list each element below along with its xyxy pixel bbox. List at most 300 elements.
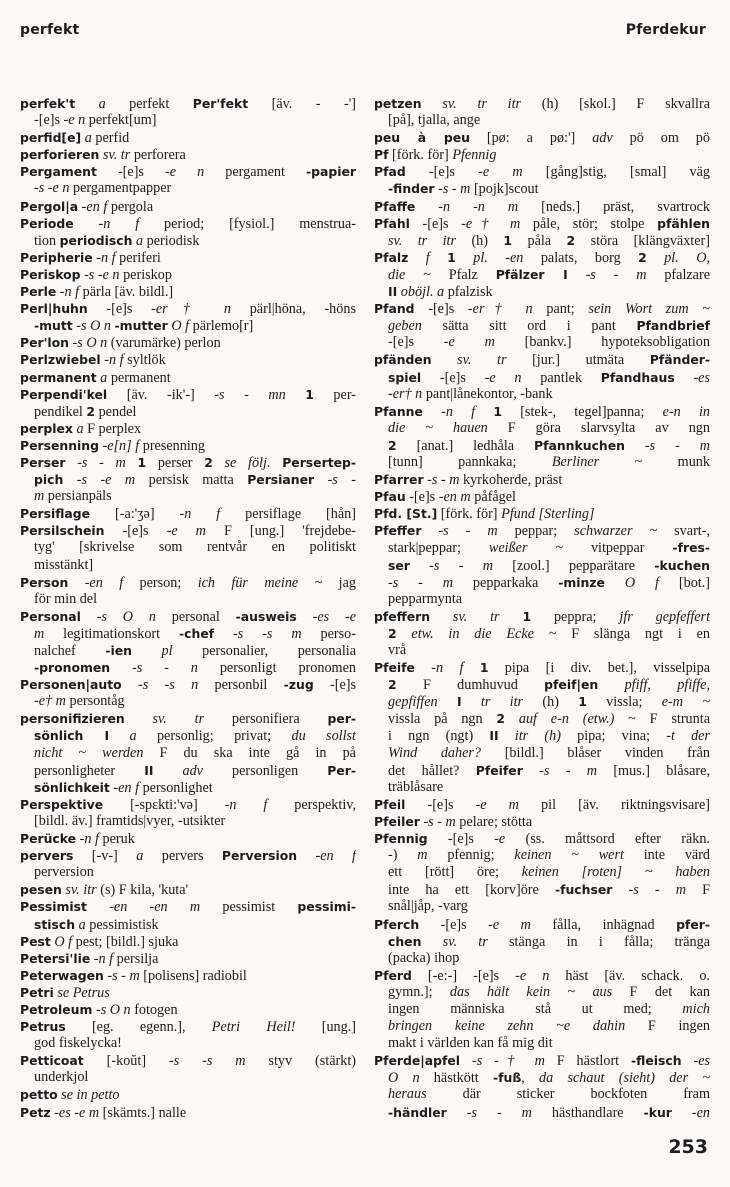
- grammar-note: -s -s m: [168, 1053, 246, 1070]
- right-column: [374, 95, 710, 1121]
- headword: Pferch: [374, 916, 420, 932]
- grammar-note: auf e-n (etw.): [518, 711, 615, 728]
- entry-line: vrå: [388, 642, 407, 658]
- entry-line: nicht ~ werden F du ska inte gå in på: [34, 744, 356, 761]
- headword: Petz: [20, 1104, 51, 1120]
- grammar-note: m: [34, 625, 45, 642]
- headword: Perspektive: [20, 796, 104, 812]
- entry-line: Pest O f pest; [bildl.] sjuka: [20, 933, 179, 950]
- entry-line: pfänden sv. tr [jur.] utmäta Pfänder-: [374, 352, 710, 369]
- grammar-note: -s O n: [96, 608, 156, 625]
- grammar-note: sv. tr: [452, 608, 500, 625]
- entry-line: perfid[e] a perfid: [20, 130, 130, 147]
- headword: Pfalz: [374, 249, 409, 265]
- entry-line: vissla på ngn 2 auf e-n (etw.) ~ F strunta: [388, 711, 710, 728]
- entry-line: die ~ hauen F göra slarvsylta av ngn: [388, 419, 710, 436]
- grammar-note: -n f: [441, 403, 476, 420]
- entry-line: Pfarrer -s - m kyrkoherde, präst: [374, 472, 563, 489]
- entry-line: för min del: [34, 590, 98, 607]
- entry-line: -s -e n pergamentpapper: [34, 180, 172, 197]
- entry-line: Petticoat [-koŭt] -s -s m styv (stärkt): [20, 1053, 356, 1070]
- grammar-note: die ~: [388, 266, 431, 283]
- headword: 1: [522, 608, 532, 624]
- headword: 1: [479, 660, 489, 676]
- grammar-note: -n f: [93, 950, 114, 967]
- entry-line: [på], tjalla, ange: [388, 112, 481, 129]
- entry-line: perversion: [34, 864, 94, 881]
- headword: Pf: [374, 147, 389, 163]
- headword: Personal: [20, 608, 81, 624]
- headword: -mutt: [34, 318, 73, 334]
- headword: I: [456, 694, 462, 710]
- headword: sönlichkeit: [34, 779, 110, 795]
- entry-line: 2 F dumhuvud pfeif|en pfiff, pfiffe,: [388, 677, 710, 694]
- grammar-note: sv. tr itr: [442, 96, 522, 112]
- grammar-note: mich: [682, 1000, 710, 1017]
- grammar-note: -s - m: [77, 454, 126, 471]
- headword: Perlzwiebel: [20, 352, 101, 368]
- grammar-note: e-n in: [662, 403, 710, 420]
- grammar-note: die ~ hauen: [388, 419, 488, 436]
- grammar-note: -n f: [104, 352, 124, 369]
- entry-line: Pfd. [St.] [förk. för] Pfund [Sterling]: [374, 506, 595, 523]
- headword: 1: [447, 249, 456, 265]
- entry-line: stisch a pessimistisk: [34, 916, 159, 933]
- grammar-note: Pfund [Sterling]: [501, 506, 595, 523]
- grammar-note: adv: [182, 762, 203, 779]
- headword: 2: [638, 249, 647, 265]
- entry-line: -e† m persontåg: [34, 693, 125, 710]
- headword: Pfeffer: [374, 523, 422, 539]
- headword: Pessimist: [20, 899, 87, 915]
- entry-line: inte ha ett [korv]öre -fuchser -s - m F: [388, 882, 710, 899]
- headword: Pfeifer: [475, 762, 523, 778]
- entry-line: Persenning -e[n] f presenning: [20, 437, 205, 454]
- grammar-note: pfiff, pfiffe,: [624, 677, 710, 694]
- grammar-note: -e† m: [461, 215, 521, 232]
- headword: Pfeiler: [374, 813, 420, 829]
- grammar-note: -en f: [113, 779, 140, 796]
- grammar-note: -s -e n: [84, 266, 120, 283]
- headword: personifizieren: [20, 711, 125, 727]
- grammar-note: -e[n] f: [102, 437, 140, 454]
- entry-line: pervers [-v-] a pervers Perversion -en f: [20, 848, 356, 865]
- entry-line: Pfeiler -s - m pelare; stötta: [374, 813, 533, 830]
- entry-line: (packa) ihop: [388, 949, 460, 966]
- headword: pessimi-: [297, 899, 356, 915]
- entry-line: god fiskelycka!: [34, 1035, 122, 1052]
- headword: Pferd: [374, 967, 412, 983]
- headword: Pfannkuchen: [534, 437, 625, 453]
- entry-line: -[e]s -e n perfekt[um]: [34, 112, 157, 129]
- headword: Pfarrer: [374, 472, 424, 488]
- entry-line: Peripherie -n f periferi: [20, 249, 161, 266]
- headword: Persenning: [20, 437, 99, 453]
- entry-line: i ngn (ngt) II itr (h) pipa; vina; -t der: [388, 728, 710, 745]
- grammar-note: Petri Heil!: [211, 1019, 296, 1036]
- entry-line: Pfand -[e]s -er† n pant; sein Wort zum ~: [374, 301, 710, 318]
- entry-line: Pfalz f 1 pl. -en palats, borg 2 pl. O,: [374, 249, 710, 266]
- grammar-note: -s - mn: [214, 386, 286, 403]
- entry-line: peu à peu [pø: a pø:'] adv pö om pö: [374, 130, 710, 147]
- grammar-note: -es -e: [312, 608, 356, 625]
- grammar-note: Pfennig: [452, 147, 497, 164]
- grammar-note: -s - m: [429, 557, 493, 574]
- grammar-note: -n f: [96, 249, 116, 266]
- grammar-note: -es: [693, 369, 710, 386]
- headword: perfek't: [20, 96, 76, 111]
- entry-line: perplex a F perplex: [20, 420, 142, 437]
- headword: -zug: [283, 677, 314, 693]
- grammar-note: sv. tr: [152, 711, 205, 728]
- headword: Periskop: [20, 266, 81, 282]
- grammar-note: e-m ~: [661, 694, 710, 711]
- grammar-note: -s -† m: [471, 1053, 545, 1070]
- entry-line: Petz -es -e m [skämts.] nalle: [20, 1104, 187, 1121]
- grammar-note: das hält kein ~ aus: [449, 983, 613, 1000]
- entry-line: 2 etw. in die Ecke ~ F slänga ngt i en: [388, 625, 710, 642]
- headword: Pfaffe: [374, 198, 416, 214]
- headword: 2: [388, 677, 397, 693]
- entry-line: tion periodisch a periodisk: [34, 232, 200, 249]
- entry-line: geben sätta sitt ord i pant Pfandbrief: [388, 318, 710, 335]
- headword: Pfeife: [374, 660, 415, 676]
- headword: Peripherie: [20, 249, 93, 265]
- headword: Pest: [20, 933, 51, 949]
- entry-line: ingen människa stå ut med; mich: [388, 1000, 710, 1017]
- entry-line: Persilschein -[e]s -e m F [ung.] 'frejdebe-: [20, 523, 356, 540]
- headword: Petersi'lie: [20, 950, 91, 966]
- headword: 2: [388, 437, 397, 453]
- headword: perfid[e]: [20, 130, 82, 146]
- entry-line: perfek't a perfekt Per'fekt [äv. - -']: [20, 96, 356, 112]
- grammar-note: -er† n: [388, 385, 423, 402]
- headword: Perpendi'kel: [20, 386, 108, 402]
- grammar-note: a: [98, 96, 106, 112]
- entry-line: Pfeffer -s - m peppar; schwarzer ~ svart-,: [374, 523, 710, 540]
- entry-line: Pferch -[e]s -e m fålla, inhägnad pfer-: [374, 916, 710, 933]
- entry-line: pich -s -e m persisk matta Persianer -s -: [34, 472, 356, 489]
- entry-line: Personal -s O n personal -ausweis -es -e: [20, 608, 356, 625]
- headword: pervers: [20, 848, 74, 864]
- headword: -finder: [388, 181, 435, 197]
- grammar-note: m: [417, 847, 428, 864]
- grammar-note: -en: [691, 1104, 710, 1121]
- headword: -kuchen: [654, 557, 710, 573]
- entry-line: spiel -[e]s -e n pantlek Pfandhaus -es: [388, 369, 710, 386]
- headword: Pergol|a: [20, 198, 79, 214]
- headword: Per'fekt: [192, 96, 249, 111]
- grammar-note: keinen ~ wert: [514, 847, 624, 864]
- entry-line: tyg' [skrivelse som rentvår en politiskt: [34, 539, 356, 556]
- grammar-note: -s -s m: [233, 625, 302, 642]
- grammar-note: -s - m: [388, 574, 454, 591]
- entry-line: gepfiffen I tr itr (h) 1 vissla; e-m ~: [388, 694, 710, 711]
- headword: II: [489, 728, 499, 744]
- headword: Periode: [20, 215, 74, 231]
- entry-line: Perpendi'kel [äv. -ik'-] -s - mn 1 per-: [20, 386, 356, 403]
- grammar-note: -en -en m: [109, 899, 201, 916]
- headword: -fuchser: [554, 882, 613, 898]
- headword: pfer-: [676, 916, 710, 932]
- entry-line: personligheter II adv personligen Per-: [34, 762, 356, 779]
- grammar-note: -s - m: [644, 437, 710, 454]
- headword: Pfeil: [374, 796, 406, 812]
- grammar-note: a: [129, 728, 137, 745]
- headword: Pergament: [20, 164, 97, 180]
- entry-line: träblåsare: [388, 778, 444, 795]
- headword: Perser: [20, 454, 66, 470]
- grammar-note: pl: [161, 643, 173, 659]
- headword: Petrus: [20, 1019, 66, 1035]
- headword: 2: [496, 711, 506, 727]
- headword: Perle: [20, 284, 57, 300]
- grammar-note: -n f: [79, 831, 99, 848]
- entry-line: Perücke -n f peruk: [20, 831, 135, 848]
- entry-line: Persiflage [-a:'ʒə] -n f persiflage [hån]: [20, 506, 356, 523]
- grammar-note: sv. tr itr: [388, 232, 457, 249]
- grammar-note: a: [100, 369, 108, 386]
- grammar-note: -s - m: [585, 266, 647, 283]
- entry-line: permanent a permanent: [20, 369, 171, 386]
- entry-line: -s - m pepparkaka -minze O f [bot.]: [388, 574, 710, 591]
- grammar-note: m: [34, 488, 45, 505]
- headword: -kur: [643, 1104, 672, 1120]
- entry-line: Pergament -[e]s -e n pergament -papier: [20, 164, 356, 181]
- grammar-note: -s -s n: [138, 677, 199, 694]
- headword: perplex: [20, 420, 73, 436]
- entry-line: ett [rött] öre; keinen [roten] ~ haben: [388, 864, 710, 881]
- grammar-note: a: [135, 232, 144, 249]
- entry-line: sönlichkeit -en f personlighet: [34, 779, 213, 796]
- headword: Petri: [20, 984, 54, 1000]
- headword: -fuß: [492, 1070, 522, 1086]
- entry-line: Perl|huhn -[e]s -er† n pärl|höna, -höns: [20, 301, 356, 318]
- grammar-note: bringen keine zehn ~e dahin: [388, 1018, 626, 1035]
- grammar-note: du sollst: [291, 728, 356, 745]
- grammar-note: -n -n m: [438, 198, 519, 215]
- grammar-note: sv. itr: [65, 882, 97, 899]
- grammar-note: -e n: [165, 164, 205, 181]
- entry-line: Periskop -s -e n periskop: [20, 266, 172, 283]
- grammar-note: pl. -en: [473, 249, 524, 266]
- grammar-note: f: [425, 249, 430, 266]
- grammar-note: -t der: [666, 728, 710, 745]
- grammar-note: -s -e n: [34, 180, 70, 197]
- entry-line: pepparmynta: [388, 590, 463, 607]
- running-head-right: Pferdekur: [625, 22, 706, 38]
- headword: Persertep-: [282, 454, 356, 470]
- grammar-note: -er† n: [467, 301, 533, 318]
- headword: Per-: [327, 762, 356, 778]
- entry-line: Petrus [eg. egenn.], Petri Heil! [ung.]: [20, 1019, 356, 1036]
- grammar-note: -e† m: [34, 693, 66, 710]
- grammar-note: -e n: [484, 369, 522, 386]
- headword: pfeffern: [374, 608, 431, 624]
- entry-line: m legitimationskort -chef -s -s m perso-: [34, 625, 356, 642]
- entry-line: Periode -n f period; [fysiol.] menstrua-: [20, 215, 356, 232]
- headword: Pfahl: [374, 215, 410, 231]
- entry-line: chen sv. tr stänga in i fålla; tränga: [388, 933, 710, 950]
- entry-line: -mutt -s O n -mutter O f pärlemo[r]: [34, 318, 254, 335]
- entry-line: [20, 1086, 356, 1103]
- entry-line: gymn.]; das hält kein ~ aus F det kan: [388, 983, 710, 1000]
- headword: 1: [137, 454, 147, 470]
- headword: chen: [388, 933, 422, 949]
- entry-line: det hållet? Pfeifer -s - m [mus.] blåsare,: [388, 762, 710, 779]
- running-head-left: perfekt: [20, 22, 80, 38]
- headword: 1: [305, 386, 314, 402]
- headword: Perücke: [20, 831, 77, 847]
- headword: peu à peu: [374, 130, 470, 146]
- headword: 1: [578, 694, 587, 710]
- grammar-note: -e m: [475, 796, 519, 813]
- headword: pesen: [20, 882, 62, 898]
- headword: Pferde|apfel: [374, 1053, 461, 1069]
- grammar-note: oböjl. a: [400, 284, 445, 301]
- grammar-note: -n f: [59, 284, 80, 301]
- grammar-note: -es -e m: [54, 1104, 100, 1121]
- entry-line: stark|peppar; weißer ~ vitpeppar -fres-: [388, 540, 710, 557]
- grammar-note: nicht ~ werden: [34, 744, 144, 761]
- headword: Pfandbrief: [636, 318, 710, 334]
- grammar-note: geben: [388, 318, 422, 335]
- grammar-note: O f: [54, 933, 73, 950]
- headword: ser: [388, 557, 410, 573]
- grammar-note: Wind daher?: [388, 744, 482, 761]
- entry-line: -) m pfennig; keinen ~ wert inte värd: [388, 847, 710, 864]
- entry-line: Personen|auto -s -s n personbil -zug -[e]s: [20, 677, 356, 694]
- entry-line: O n hästkött -fuß, da schaut (sieht) der ~: [388, 1070, 710, 1087]
- grammar-note: -s - m: [438, 523, 498, 540]
- grammar-note: sein Wort zum ~: [588, 301, 710, 318]
- grammar-note: -n f: [224, 796, 268, 813]
- grammar-note: -e n: [63, 112, 86, 129]
- grammar-note: pl. O,: [664, 249, 710, 266]
- grammar-note: -en f: [84, 574, 124, 591]
- headword: stisch: [34, 916, 76, 932]
- grammar-note: tr itr: [480, 694, 524, 711]
- entry-line: -händler -s - m hästhandlare -kur -en: [388, 1104, 710, 1121]
- headword: Persianer: [247, 472, 315, 488]
- grammar-note: se in petto: [61, 1087, 120, 1104]
- grammar-note: adv: [592, 130, 613, 147]
- headword: Petticoat: [20, 1053, 84, 1069]
- headword: per-: [327, 711, 356, 727]
- grammar-note: se Petrus: [57, 984, 110, 1001]
- headword: -papier: [305, 164, 356, 180]
- grammar-note: jfr gepfeffert: [619, 608, 710, 625]
- grammar-note: -s O n: [95, 1001, 131, 1018]
- headword: Pfd. [St.]: [374, 506, 438, 522]
- grammar-note: -n f: [98, 215, 140, 232]
- grammar-note: -s - n: [132, 660, 198, 677]
- grammar-note: keinen [roten] ~ haben: [521, 864, 710, 881]
- grammar-note: -s O n: [72, 335, 108, 352]
- headword: -ausweis: [235, 608, 297, 624]
- headword: 2: [388, 625, 397, 641]
- entry-line: heraus där sticker bockfoten fram: [388, 1086, 710, 1103]
- entry-line: Pferde|apfel -s -† m F hästlort -fleisch -es: [374, 1053, 710, 1070]
- grammar-note: sv. tr: [442, 933, 488, 950]
- grammar-note: -s - m: [628, 882, 686, 899]
- headword: 1: [493, 403, 502, 419]
- grammar-note: heraus: [388, 1086, 427, 1103]
- grammar-note: schwarzer ~: [574, 523, 658, 540]
- entry-line: Wind daher? [bildl.] blåser vinden från: [388, 744, 710, 761]
- headword: pfänden: [374, 352, 432, 368]
- entry-line: Perser -s - m 1 perser 2 se följ. Persertep-: [20, 454, 356, 471]
- entry-line: pendikel 2 pendel: [34, 403, 137, 420]
- grammar-note: -s - m: [466, 1104, 532, 1121]
- entry-line: Perlzwiebel -n f syltlök: [20, 352, 166, 369]
- entry-line: snål|jåp, -varg: [388, 898, 468, 915]
- entry-line: Perspektive [-spɛkti:'və] -n f perspektiv,: [20, 796, 356, 813]
- entry-line: ser -s - m [zool.] pepparätare -kuchen: [388, 557, 710, 574]
- headword: Pfennig: [374, 831, 428, 847]
- entry-line: nalchef -ien pl personalier, personalia: [34, 643, 356, 659]
- entry-line: Peterwagen -s - m [polisens] radiobil: [20, 967, 247, 984]
- headword: -fres-: [672, 540, 710, 556]
- grammar-note: -er† n: [151, 301, 231, 318]
- grammar-note: -s - m: [107, 967, 140, 984]
- entry-line: -[e]s -e m [bankv.] hypoteksobligation: [388, 334, 710, 351]
- grammar-note: -e m: [443, 334, 495, 351]
- grammar-note: -en m: [438, 489, 471, 506]
- entry-line: Pergol|a -en f pergola: [20, 198, 154, 215]
- grammar-note: sv. tr: [102, 147, 131, 164]
- headword: -ien: [105, 643, 132, 658]
- entry-line: Pfanne -n f 1 [stek-, tegel]panna; e-n in: [374, 403, 710, 420]
- headword: periodisch: [59, 232, 133, 248]
- entry-line: Person -en f person; ich für meine ~ jag: [20, 574, 356, 591]
- headword: Pfälzer I: [495, 266, 568, 282]
- entry-line: bringen keine zehn ~e dahin F ingen: [388, 1018, 710, 1035]
- entry-line: sönlich I a personlig; privat; du sollst: [34, 728, 356, 745]
- headword: Perversion: [221, 848, 298, 864]
- headword: Petroleum: [20, 1001, 93, 1017]
- entry-line: [20, 984, 356, 1001]
- grammar-note: weißer ~: [488, 540, 564, 557]
- headword: pfeif|en: [544, 677, 599, 693]
- grammar-note: gepfiffen: [388, 694, 438, 711]
- grammar-note: da schaut (sieht) der ~: [539, 1070, 710, 1087]
- entry-line: Petroleum -s O n fotogen: [20, 1001, 178, 1018]
- headword: Persilschein: [20, 523, 105, 539]
- grammar-note: a: [76, 420, 84, 437]
- entry-line: underkjol: [34, 1069, 89, 1086]
- grammar-note: O n: [388, 1070, 420, 1087]
- headword: spiel: [388, 369, 422, 385]
- entry-line: Pfaffe -n -n m [neds.] präst, svartrock: [374, 198, 710, 215]
- headword: Per'lon: [20, 335, 69, 351]
- grammar-note: -e n: [515, 967, 550, 984]
- entry-line: misstänkt]: [34, 556, 94, 573]
- entry-line: perforieren sv. tr perforera: [20, 147, 186, 164]
- grammar-note: O f: [171, 318, 190, 335]
- entry-line: Pfeil -[e]s -e m pil [äv. riktningsvisare]: [374, 796, 710, 813]
- headword: 2: [86, 403, 96, 419]
- headword: pich: [34, 472, 64, 488]
- entry-line: [bildl. äv.] framtids|vyer, -utsikter: [34, 812, 226, 829]
- entry-line: pesen sv. itr (s) F kila, 'kuta': [20, 882, 189, 899]
- entry-line: Petersi'lie -n f persilja: [20, 950, 159, 967]
- grammar-note: -s - m: [427, 472, 460, 489]
- grammar-note: -s -: [327, 472, 356, 489]
- entry-line: -er† n pant|lånekontor, -bank: [388, 385, 553, 402]
- entry-line: sv. tr itr (h) 1 påla 2 störa [klängväxter]: [388, 232, 710, 249]
- grammar-note: -en f: [81, 198, 108, 215]
